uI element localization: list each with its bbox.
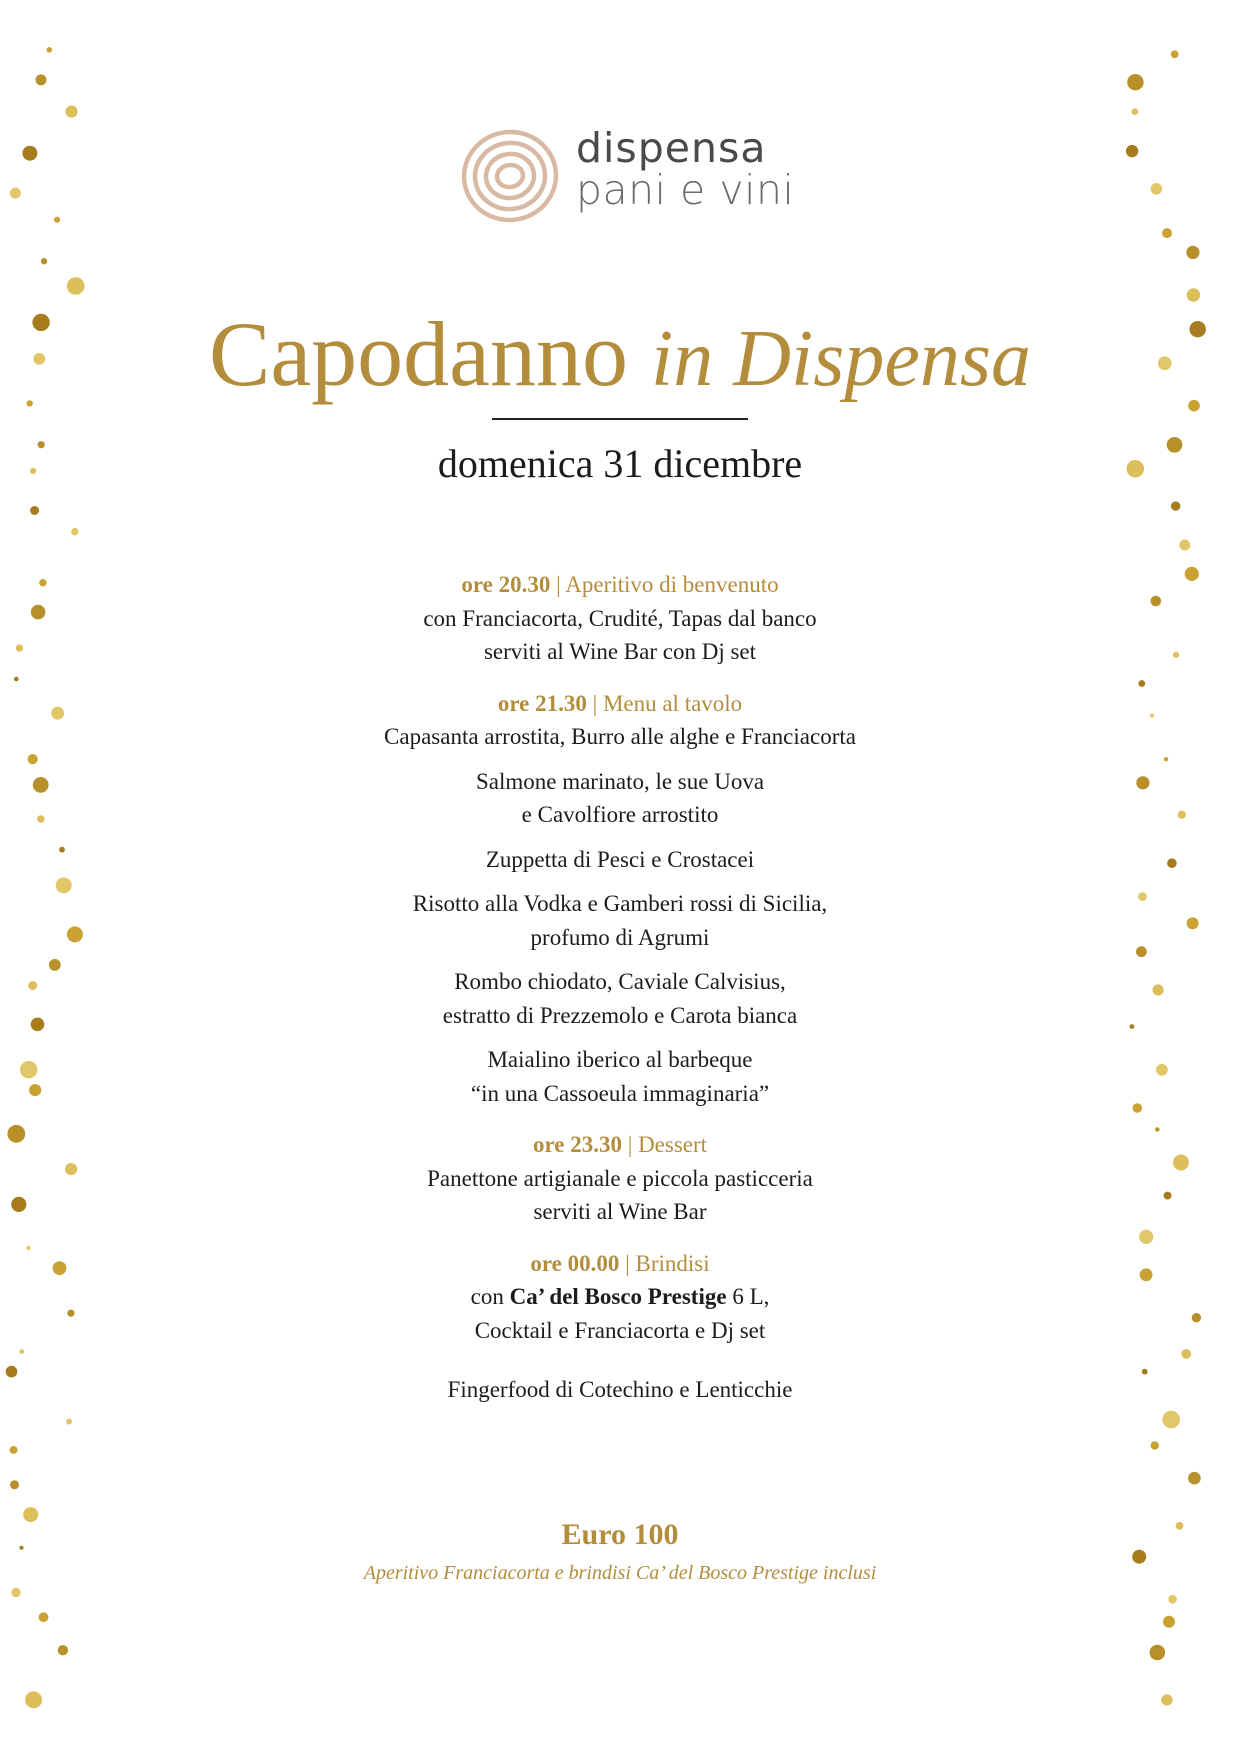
confetti-dot <box>31 1018 45 1032</box>
confetti-dot <box>1164 757 1168 761</box>
confetti-dot <box>67 926 83 942</box>
section-label: Dessert <box>638 1132 708 1157</box>
logo <box>458 124 798 234</box>
confetti-dot <box>1126 145 1138 157</box>
confetti-dot <box>20 1061 37 1078</box>
confetti-dot <box>22 146 37 161</box>
confetti-dot <box>1162 1411 1180 1429</box>
confetti-dot <box>1163 1616 1175 1628</box>
confetti-dot <box>1173 652 1179 658</box>
confetti-dot <box>65 1163 77 1175</box>
menu-section <box>200 1128 1040 1229</box>
confetti-dot <box>31 605 46 620</box>
menu-dish <box>200 843 1040 877</box>
confetti-dot <box>1150 1645 1166 1661</box>
logo-word-pani-e-vini: pani e vini <box>576 166 795 214</box>
concentric-rings-logo-icon <box>458 124 562 234</box>
confetti-dot <box>1185 567 1199 581</box>
confetti-dot <box>1127 74 1143 90</box>
dish-line: profumo di Agrumi <box>530 924 710 950</box>
confetti-dot <box>11 1588 21 1598</box>
confetti-dot <box>1133 1103 1143 1113</box>
menu-dish <box>200 720 1040 754</box>
confetti-dot <box>56 877 72 893</box>
confetti-dot <box>10 1446 18 1454</box>
section-time: ore 23.30 <box>532 1132 622 1157</box>
menu-dish <box>200 887 1040 954</box>
confetti-dot <box>1179 540 1190 551</box>
confetti-dot <box>54 217 60 223</box>
confetti-dot <box>1142 1369 1148 1375</box>
confetti-dot <box>39 1612 49 1622</box>
section-label: Brindisi <box>635 1250 710 1276</box>
dish-line: serviti al Wine Bar <box>533 1199 707 1224</box>
confetti-dot <box>67 1310 74 1317</box>
confetti-dot <box>1171 501 1180 510</box>
confetti-dot <box>39 579 46 586</box>
dish-line: Panettone artigianale e piccola pasticceria <box>427 1165 813 1191</box>
confetti-dot <box>1136 776 1149 789</box>
confetti-dot <box>1164 1192 1172 1200</box>
confetti-dot <box>1181 1349 1191 1359</box>
confetti-dot <box>6 1366 18 1378</box>
confetti-dot <box>1150 713 1154 717</box>
confetti-dot <box>36 74 47 85</box>
section-heading <box>200 1128 1040 1162</box>
confetti-dot <box>47 47 53 53</box>
page-title <box>0 303 1240 405</box>
event-date: domenica 31 dicembre <box>437 441 803 486</box>
confetti-dot <box>67 277 85 295</box>
menu-section <box>200 1247 1040 1407</box>
logo-word-dispensa: dispensa <box>576 124 767 172</box>
section-heading <box>200 1247 1040 1281</box>
confetti-dot <box>29 1084 41 1096</box>
dish-line: Rombo chiodato, Caviale Calvisius, <box>454 969 786 994</box>
dish-line: Capasanta arrostita, Burro alle alghe e Franciacorta <box>384 724 856 749</box>
dish-line: Risotto alla Vodka e Gamberi rossi di Sicilia, <box>412 891 828 916</box>
confetti-dot <box>10 188 21 199</box>
confetti-dot <box>11 1197 26 1212</box>
confetti-dot <box>1151 183 1163 195</box>
confetti-dot <box>41 258 47 264</box>
section-separator: | <box>586 690 603 716</box>
confetti-dot <box>53 1261 67 1275</box>
section-label: Aperitivo di benvenuto <box>565 572 779 597</box>
menu-dish: Fingerfood di Cotechino e Lenticchie <box>447 1377 793 1402</box>
confetti-dot <box>1136 946 1147 957</box>
price: Euro 100 <box>561 1518 679 1551</box>
menu-dish <box>200 602 1040 669</box>
menu-dish <box>200 765 1040 832</box>
confetti-dot <box>1178 811 1186 819</box>
section-separator: | <box>550 572 566 597</box>
confetti-dot <box>33 777 49 793</box>
dish-text: con <box>470 1284 510 1309</box>
confetti-dot <box>1153 984 1164 995</box>
confetti-dot <box>30 506 39 515</box>
dish-line: Salmone marinato, le sue Uova <box>475 768 765 794</box>
confetti-dot <box>1156 1064 1168 1076</box>
section-time: ore 21.30 <box>497 690 587 716</box>
dish-line: estratto di Prezzemolo e Carota bianca <box>442 1002 798 1028</box>
confetti-dot <box>1130 1024 1135 1029</box>
gold-confetti-left <box>0 0 120 1754</box>
title-main: Capodanno <box>208 303 629 405</box>
confetti-dot <box>1173 1155 1189 1171</box>
price-note: Aperitivo Franciacorta e brindisi Ca’ del Bosco Prestige inclusi <box>363 1562 877 1584</box>
menu-dish <box>200 965 1040 1032</box>
confetti-dot <box>1139 1230 1153 1244</box>
section-time: ore 20.30 <box>461 572 551 597</box>
confetti-dot <box>25 1691 42 1708</box>
confetti-dot <box>65 106 77 118</box>
confetti-dot <box>1187 917 1199 929</box>
section-heading <box>200 568 1040 602</box>
confetti-dot <box>37 815 45 823</box>
dish-line: Zuppetta di Pesci e Crostacei <box>485 846 755 872</box>
dish-line: e Cavolfiore arrostito <box>521 802 719 827</box>
confetti-dot <box>28 981 37 990</box>
section-heading <box>200 687 1040 721</box>
dish-line: Maialino iberico al barbeque <box>487 1047 753 1072</box>
section-separator: | <box>619 1250 636 1276</box>
confetti-dot <box>1138 680 1145 687</box>
confetti-dot <box>14 677 19 682</box>
confetti-dot <box>1161 1694 1172 1705</box>
menu <box>200 568 1040 1425</box>
confetti-dot <box>1171 50 1179 58</box>
dish-line: Cocktail e Franciacorta e Dj set <box>474 1317 766 1343</box>
confetti-dot <box>20 1349 25 1354</box>
confetti-dot <box>1188 1472 1201 1485</box>
confetti-dot <box>1138 892 1147 901</box>
confetti-dot <box>51 707 64 720</box>
confetti-dot <box>49 959 61 971</box>
section-separator: | <box>621 1132 639 1157</box>
menu-dish <box>200 1043 1040 1110</box>
confetti-dot <box>58 1645 68 1655</box>
confetti-dot <box>1167 858 1177 868</box>
confetti-dot <box>27 400 33 406</box>
confetti-dot <box>1140 1268 1153 1281</box>
confetti-dot <box>1192 1313 1201 1322</box>
title-italic: in Dispensa <box>651 315 1032 403</box>
confetti-dot <box>1155 1127 1159 1131</box>
confetti-dot <box>1162 228 1172 238</box>
confetti-dot <box>26 1246 30 1250</box>
confetti-dot <box>1168 1595 1177 1604</box>
confetti-dot <box>59 847 65 853</box>
menu-dish <box>200 1162 1040 1229</box>
highlight-wine: Ca’ del Bosco Prestige <box>509 1284 727 1309</box>
confetti-dot <box>1187 288 1200 301</box>
confetti-dot <box>1188 400 1200 412</box>
confetti-dot <box>10 1480 19 1489</box>
confetti-dot <box>7 1125 25 1143</box>
section-time: ore 00.00 <box>530 1250 620 1276</box>
dish-line: serviti al Wine Bar con Dj set <box>483 639 757 664</box>
confetti-dot <box>66 1419 72 1425</box>
confetti-dot <box>1151 596 1162 607</box>
confetti-dot <box>28 754 38 764</box>
menu-dish <box>200 1280 1040 1347</box>
gold-confetti-right <box>1120 0 1240 1754</box>
menu-section <box>200 687 1040 1111</box>
dish-line: con Franciacorta, Crudité, Tapas dal banco <box>423 605 817 631</box>
menu-section <box>200 568 1040 669</box>
confetti-dot <box>1186 246 1199 259</box>
dish-line <box>200 1280 1040 1314</box>
confetti-dot <box>1132 108 1139 115</box>
section-label: Menu al tavolo <box>602 690 743 716</box>
dish-text: 6 L, <box>726 1284 770 1309</box>
confetti-dot <box>71 528 78 535</box>
dish-line: “in una Cassoeula immaginaria” <box>470 1080 770 1106</box>
title-divider <box>492 418 748 420</box>
confetti-dot <box>16 645 23 652</box>
confetti-dot <box>1151 1441 1159 1449</box>
